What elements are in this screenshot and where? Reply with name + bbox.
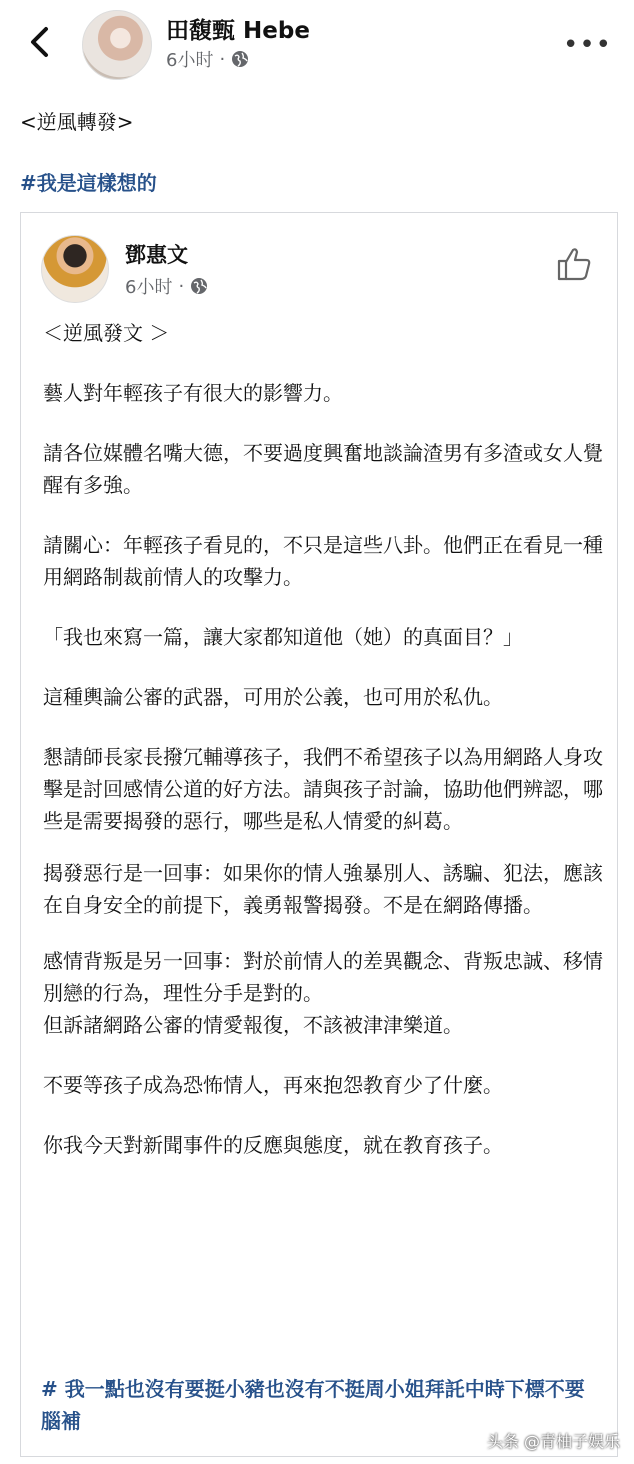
shared-author-avatar[interactable] [41, 235, 109, 303]
shared-post-meta [125, 273, 208, 299]
shared-post-hashtag[interactable]: # 我一點也沒有要挺小豬也沒有不挺周小姐拜託中時下標不要腦補 [41, 1377, 585, 1433]
post-hashtag[interactable]: #我是這樣想的 [20, 171, 157, 195]
globe-icon [231, 50, 249, 68]
repost-label: <逆風轉發> [20, 110, 134, 134]
meta-separator: · [219, 48, 226, 70]
post-paragraph: 請關心：年輕孩子看見的，不只是這些八卦。他們正在看見一種用網路制裁前情人的攻擊力。 [43, 533, 603, 589]
meta-separator: · [178, 275, 185, 297]
author-avatar[interactable] [82, 10, 152, 80]
post-paragraph: 感情背叛是另一回事：對於前情人的差異觀念、背叛忠誠、移情別戀的行為，理性分手是對的。 [43, 949, 603, 1005]
post-paragraph: 懇請師長家長撥冗輔導孩子，我們不希望孩子以為用網路人身攻擊是討回感情公道的好方法。請與孩子討論，協助他們辨認，哪些是需要揭發的惡行，哪些是私人情愛的糾葛。 [43, 745, 603, 833]
shared-post-card[interactable] [20, 212, 618, 1457]
shared-author-name[interactable]: 鄧惠文 [125, 243, 188, 267]
more-options-button[interactable]: ••• [562, 30, 612, 60]
post-paragraph: 你我今天對新聞事件的反應與態度，就在教育孩子。 [43, 1133, 503, 1157]
post-paragraph: 不要等孩子成為恐怖情人，再來抱怨教育少了什麼。 [43, 1073, 503, 1097]
post-paragraph: ＜逆風發文 ＞ [43, 321, 170, 345]
thumbs-up-icon[interactable] [555, 245, 593, 283]
post-meta [166, 46, 249, 72]
watermark: 头条 @青柚子娱乐 [486, 1432, 620, 1451]
post-header [0, 0, 634, 90]
post-paragraph: 揭發惡行是一回事：如果你的情人強暴別人、誘騙、犯法，應該在自身安全的前提下，義勇報警揭發。不是在網路傳播。 [43, 861, 603, 917]
post-paragraph: 請各位媒體名嘴大德，不要過度興奮地談論渣男有多渣或女人覺醒有多強。 [43, 441, 603, 497]
post-paragraph: 藝人對年輕孩子有很大的影響力。 [43, 381, 343, 405]
post-paragraph: 這種輿論公審的武器，可用於公義，也可用於私仇。 [43, 685, 503, 709]
chevron-left-icon[interactable] [24, 24, 56, 60]
post-timestamp[interactable]: 6小时 [166, 50, 214, 71]
author-name[interactable]: 田馥甄 Hebe [166, 18, 310, 44]
post-paragraph: 但訴諸網路公審的情愛報復，不該被津津樂道。 [43, 1013, 463, 1037]
post-paragraph: 「我也來寫一篇，讓大家都知道他（她）的真面目？」 [43, 625, 523, 649]
shared-post-timestamp[interactable]: 6小时 [125, 277, 173, 298]
shared-post-body [43, 313, 603, 1161]
globe-icon [190, 277, 208, 295]
